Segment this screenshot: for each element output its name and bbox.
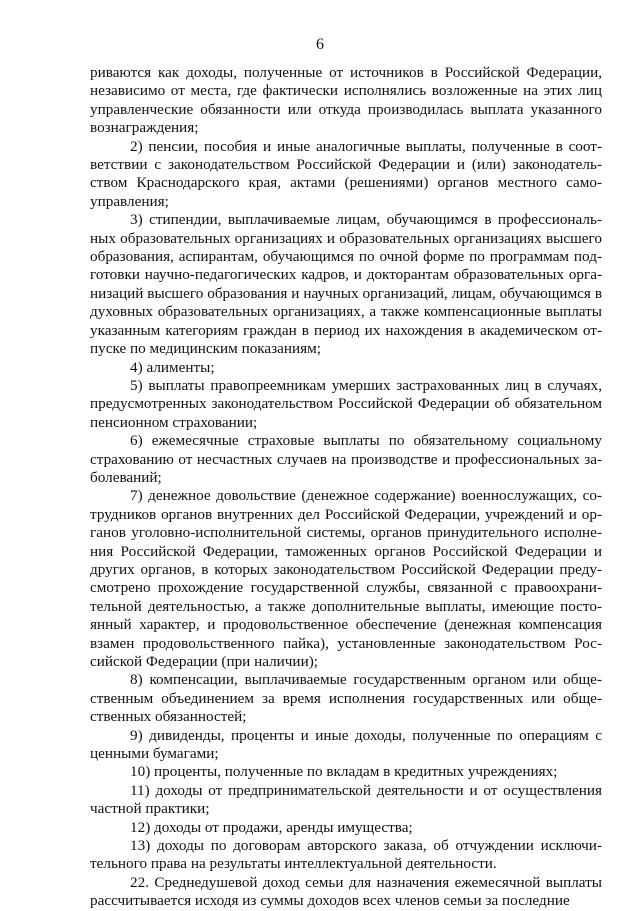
paragraph: 6) ежемесячные страховые выплаты по обязательному социальному страхованию от несчастных случаев на производстве и профессиональных заболеваний; <box>90 432 602 486</box>
paragraph: 3) стипендии, выплачиваемые лицам, обучающимся в профессиональных образовательных организациях и образовательных организациях высшего образования, аспирантам, обучающимся по очной форме по программам подготовки научно-педагогических кадров, и докторантам образовательных организаций высшего образования и научных организаций, лицам, обучающимся в духовных образовательных организациях, а также компенсационные выплаты указанным категориям граждан в период их нахождения в академическом отпуске по медицинским показаниям; <box>90 211 602 358</box>
document-body <box>90 64 602 911</box>
paragraph: 9) дивиденды, проценты и иные доходы, полученные по операциям с ценными бумагами; <box>90 726 602 763</box>
paragraph: 22. Среднедушевой доход семьи для назначения ежемесячной выплаты рассчитывается исходя из суммы доходов всех членов семьи за последние <box>90 873 602 910</box>
paragraph: риваются как доходы, полученные от источников в Российской Федерации, независимо от места, где фактически исполнялись возложенные на этих лиц управленческие обязанности или откуда производилась выплата указанного вознаграждения; <box>90 64 602 137</box>
paragraph: 4) алименты; <box>130 358 215 376</box>
paragraph: 2) пенсии, пособия и иные аналогичные выплаты, полученные в соответствии с законодательством Российской Федерации и (или) законодательством Краснодарского края, актами (решениями) органов местного самоуправления; <box>90 137 602 210</box>
paragraph: 11) доходы от предпринимательской деятельности и от осуществления частной практики; <box>90 781 602 818</box>
page-number: 6 <box>316 36 324 53</box>
paragraph: 12) доходы от продажи, аренды имущества; <box>130 818 413 836</box>
paragraph: 7) денежное довольствие (денежное содержание) военнослужащих, сотрудников органов внутренних дел Российской Федерации, учреждений и органов уголовно-исполнительной системы, органов принудительного исполнения Российской Федерации, таможенных органов Российской Федерации и других органов, в которых законодательством Российской Федерации предусмотрено прохождение государственной службы, связанной с правоохранительной деятельностью, а также дополнительные выплаты, имеющие постоянный характер, и продовольственное обеспечение (денежная компенсация взамен продовольственного пайка), установленные законодательством Российской Федерации (при наличии); <box>90 487 602 670</box>
paragraph: 8) компенсации, выплачиваемые государственным органом или общественным объединением за время исполнения государственных или общественных обязанностей; <box>90 671 602 726</box>
paragraph: 5) выплаты правопреемникам умерших застрахованных лиц в случаях, предусмотренных законодательством Российской Федерации об обязательном пенсионном страховании; <box>90 376 602 431</box>
paragraph: 10) проценты, полученные по вкладам в кредитных учреждениях; <box>130 763 558 781</box>
paragraph: 13) доходы по договорам авторского заказа, об отчуждении исключительного права на результаты интеллектуальной деятельности. <box>90 837 602 873</box>
